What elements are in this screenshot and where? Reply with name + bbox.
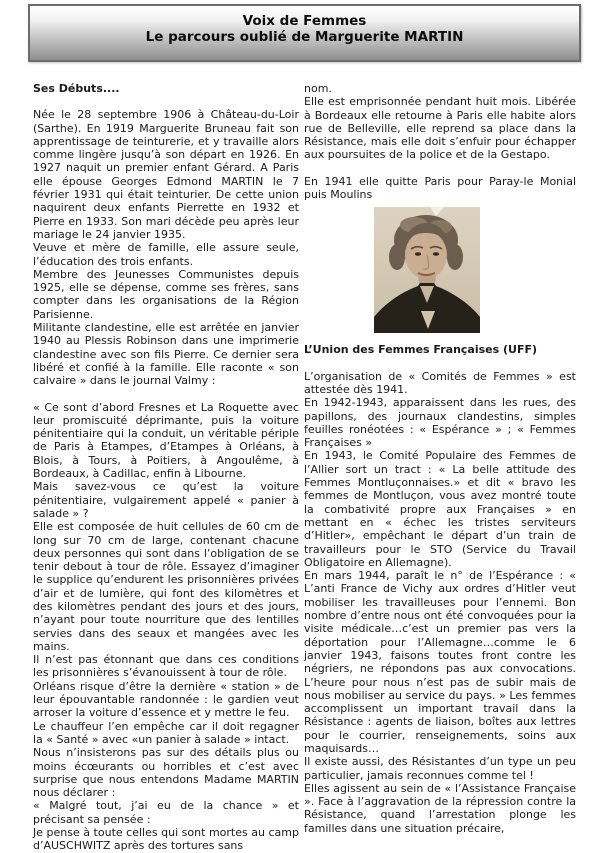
- text-paragraph: Le chauffeur l’en empêche car il doit regagner la « Santé » avec «un panier à salade » intact.: [33, 719, 299, 746]
- text-paragraph: Militante clandestine, elle est arrêtée en janvier 1940 au Plessis Robinson dans une imprimerie clandestine avec son fils Pierre. Ce dernier sera libéré et confié à la famille. Elle raconte « son calvaire » dans le journal Valmy :: [33, 321, 299, 388]
- text-paragraph: Elles agissent au sein de « l’Assistance Française ». Face à l’aggravation de la répression contre la Résistance, quand l’arrestation plonge les familles dans une situation précaire,: [304, 781, 576, 835]
- section-heading-uff: L’Union des Femmes Françaises (UFF): [304, 343, 538, 357]
- text-paragraph: Il existe aussi, des Résistantes d’un type un peu particulier, jamais reconnues comme tel !: [304, 755, 576, 782]
- text-paragraph: Née le 28 septembre 1906 à Château-du-Loir (Sarthe). En 1919 Marguerite Bruneau fait son apprentissage de teinturerie, et y travaille alors comme lingère jusqu’à son départ en 1926. En 1927 naquit un premier enfant Gérard. A Paris elle épouse Georges Edmond MARTIN le 7 février 1931 qui était teinturier. De cette union naquirent deux enfants Pierrette en 1932 et Pierre en 1933. Son mari décède peu après leur mariage le 24 janvier 1935.: [33, 108, 299, 241]
- text-paragraph: nom.: [304, 82, 332, 95]
- text-paragraph: Il n’est pas étonnant que dans ces conditions les prisonnières s’évanouissent à tour de rôle.: [33, 653, 299, 680]
- text-paragraph: En 1942-1943, apparaissent dans les rues, des papillons, des journaux clandestins, simples feuilles ronéotées : « Espérance » ; « Femmes Françaises »: [304, 396, 576, 450]
- text-paragraph: En 1943, le Comité Populaire des Femmes de l’Allier sort un tract : « La belle attitude des Femmes Montluçonnaises.» et dit « bravo les femmes de Montluçon, vous avez montré toute la combativité propre aux Françaises » en mettant en « échec les tristes serviteurs d’Hitler», empêchant le départ d’un train de travailleurs pour le STO (Service du Travail Obligatoire en Allemagne).: [304, 449, 576, 569]
- text-paragraph: En mars 1944, paraît le n° de l’Espérance : « L’anti France de Vichy aux ordres d’Hitler veut mobiliser les travailleuses pour l’ennemi. Bon nombre d’entre nous ont été convoquées pour la visite médicale…c’est un premier pas vers la déportation pour l’Allemagne…comme le 6 janvier 1943, faisons toutes front contre les négriers, ne répondons pas aux convocations. L’heure pour nous n’est pas de subir mais de nous mobiliser au service du pays. » Les femmes accomplissent un important travail dans la Résistance : agents de liaison, boîtes aux lettres pour le courrier, renseignements, soins aux maquisards…: [304, 569, 576, 755]
- text-paragraph: Mais savez-vous ce qu’est la voiture pénitentiaire, vulgairement appelé « panier à salade » ?: [33, 480, 299, 520]
- text-paragraph: Nous n’insisterons pas sur des détails plus ou moins écœurants ou horribles et c’est avec surprise que nous entendons Madame MARTIN nous déclarer :: [33, 746, 299, 800]
- text-paragraph: Membre des Jeunesses Communistes depuis 1925, elle se dépense, comme ses frères, sans compter dans les organisations de la Région Parisienne.: [33, 267, 299, 321]
- text-paragraph: En 1941 elle quitte Paris pour Paray-le Monial puis Moulins: [304, 174, 576, 202]
- text-paragraph: Je pense à toute celles qui sont mortes au camp d’AUSCHWITZ après des tortures sans: [33, 826, 299, 853]
- text-paragraph: Elle est composée de huit cellules de 60 cm de long sur 70 cm de large, contenant chacune deux personnes qui sont dans l’obligation de se tenir debout à tour de rôle. Essayez d’imaginer le supplice qu’endurent les prisonnières privées d’air et de lumière, qui font des kilomètres et des kilomètres pendant des jours et des jours, n’ayant pour toute nourriture que des lentilles servies dans des seaux et mangées avec les mains.: [33, 520, 299, 653]
- section-heading-debuts: Ses Débuts....: [33, 82, 120, 95]
- page-title: Voix de Femmes: [242, 13, 367, 29]
- text-paragraph: L’organisation de « Comités de Femmes » est attestée dès 1941.: [304, 369, 576, 396]
- title-banner: [28, 4, 581, 62]
- left-column: [33, 82, 299, 853]
- right-column: [304, 82, 576, 835]
- text-paragraph: « Malgré tout, j’ai eu de la chance » et précisant sa pensée :: [33, 799, 299, 826]
- text-paragraph: Orléans risque d’être la dernière « station » de leur épouvantable randonnée : le gardien veut arroser la voiture d’essence et y mettre le feu.: [33, 679, 299, 720]
- text-paragraph: Elle est emprisonnée pendant huit mois. Libérée à Bordeaux elle retourne à Paris elle habite alors rue de Belleville, elle reprend sa place dans la Résistance, mais elle doit s’enfuir pour échapper aux poursuites de la police et de la Gestapo.: [304, 95, 576, 162]
- page-subtitle: Le parcours oublié de Marguerite MARTIN: [145, 29, 464, 45]
- text-paragraph: Veuve et mère de famille, elle assure seule, l’éducation des trois enfants.: [33, 241, 299, 268]
- text-paragraph: « Ce sont d’abord Fresnes et La Roquette avec leur promiscuité déprimante, puis la voiture pénitentiaire qui la conduit, un véritable périple de Paris à Etampes, d’Etampes à Orléans, à Blois, à Tours, à Poitiers, à Angoulême, à Bordeaux, à Cadillac, enfin à Libourne.: [33, 400, 299, 481]
- portrait-photo: [374, 207, 480, 333]
